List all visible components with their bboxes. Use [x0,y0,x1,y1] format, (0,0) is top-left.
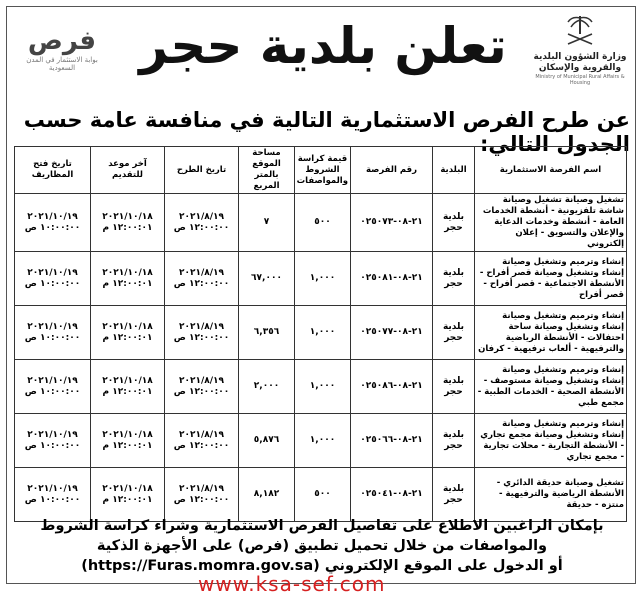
offering-date: ٢٠٢١/٨/١٩ ١٢:٠٠:٠٠ ص [165,194,239,252]
table-row [15,194,627,252]
footer-line-1: بإمكان الراغبين الاطلاع على تفاصيل الفرص الاستثمارية وشراء كراسة الشروط [40,518,604,534]
municipality: بلدية حجر [433,360,475,414]
offering-date: ٢٠٢١/٨/١٩ ١٢:٠٠:٠٠ ص [165,252,239,306]
header-cell: مساحة الموقع بالمتر المربع [239,147,295,194]
municipality: بلدية حجر [433,468,475,522]
furas-sub: بوابة الاستثمار في المدن السعودية [26,56,98,72]
opportunity-number: ٢١-٠٨-٠٢٥٠٤١ [351,468,433,522]
envelope-opening-date: ٢٠٢١/١٠/١٩ ١٠:٠٠:٠٠ ص [15,194,91,252]
ministry-name-en: Ministry of Municipal Rural Affairs & Housing [535,74,625,86]
palm-swords-emblem-icon [562,12,598,48]
site-area: ٨,١٨٢ [239,468,295,522]
offering-date: ٢٠٢١/٨/١٩ ١٢:٠٠:٠٠ ص [165,468,239,522]
table-row [15,468,627,522]
opportunities-table [14,146,627,522]
ministry-name: وزارة الشؤون البلدية والقروية والإسكان [533,52,627,73]
ministry-logo [530,12,630,96]
envelope-opening-date: ٢٠٢١/١٠/١٩ ١٠:٠٠:٠٠ ص [15,468,91,522]
municipality: بلدية حجر [433,306,475,360]
booklet-price: ١,٠٠٠ [295,360,351,414]
header-cell: البلدية [433,147,475,194]
opportunity-name: إنشاء وترميم وتشغيل وصيانة إنشاء وتشغيل وصيانة مجمع تجاري - الأنشطة التجارية - محلات تجارية - مجمع تجاري [475,414,627,468]
opportunity-number: ٢١-٠٨-٠٢٥٠٦٦ [351,414,433,468]
site-area: ٥,٨٧٦ [239,414,295,468]
submission-deadline: ٢٠٢١/١٠/١٨ ١٢:٠٠:٠١ م [91,252,165,306]
opportunity-number: ٢١-٠٨-٠٢٥٠٨٦ [351,360,433,414]
table-row [15,360,627,414]
submission-deadline: ٢٠٢١/١٠/١٨ ١٢:٠٠:٠١ م [91,360,165,414]
envelope-opening-date: ٢٠٢١/١٠/١٩ ١٠:٠٠:٠٠ ص [15,360,91,414]
submission-deadline: ٢٠٢١/١٠/١٨ ١٢:٠٠:٠١ م [91,414,165,468]
envelope-opening-date: ٢٠٢١/١٠/١٩ ١٠:٠٠:٠٠ ص [15,252,91,306]
opportunity-name: تشغيل وصيانة حديقة الدائري - الأنشطة الرياضية والترفيهية - منتزه - حديقة [475,468,627,522]
site-area: ٦٧,٠٠٠ [239,252,295,306]
header-cell: اسم الفرصة الاستثمارية [475,147,627,194]
booklet-price: ٥٠٠ [295,468,351,522]
opportunity-name: إنشاء وترميم وتشغيل وصيانة إنشاء وتشغيل وصيانة قصر أفراح - الأنشطة الاجتماعية - قصر أفراح - قصر أفراح [475,252,627,306]
municipality: بلدية حجر [433,252,475,306]
opportunity-number: ٢١-٠٨-٠٢٥٠٨١ [351,252,433,306]
footer-line-2: والمواصفات من خلال تحميل تطبيق (فرص) على الأجهزة الذكية [96,538,548,554]
site-area: ٢,٠٠٠ [239,360,295,414]
site-area: ٧ [239,194,295,252]
booklet-price: ١,٠٠٠ [295,414,351,468]
furas-brand: فرص [27,26,97,56]
table-row [15,252,627,306]
header-cell: تاريخ فتح المظاريف [15,147,91,194]
opportunity-number: ٢١-٠٨-٠٢٥٠٧٧ [351,306,433,360]
footer-line-3: أو الدخول على الموقع الإلكتروني (https://Furas.momra.gov.sa) [81,558,563,574]
furas-logo [14,12,110,92]
header-cell: رقم الفرصة [351,147,433,194]
municipality: بلدية حجر [433,414,475,468]
header-cell: آخر موعد للتقديم [91,147,165,194]
submission-deadline: ٢٠٢١/١٠/١٨ ١٢:٠٠:٠١ م [91,306,165,360]
site-area: ٦,٣٥٦ [239,306,295,360]
header-cell: قيمة كراسة الشروط والمواصفات [295,147,351,194]
opportunity-name: إنشاء وترميم وتشغيل وصيانة إنشاء وتشغيل وصيانة ساحة احتفالات - الأنشطة الرياضية والترفيهية - ألعاب ترفيهية - كرفان [475,306,627,360]
table-row [15,414,627,468]
municipality: بلدية حجر [433,194,475,252]
submission-deadline: ٢٠٢١/١٠/١٨ ١٢:٠٠:٠١ م [91,194,165,252]
opportunity-number: ٢١-٠٨-٠٢٥٠٧٣ [351,194,433,252]
offering-date: ٢٠٢١/٨/١٩ ١٢:٠٠:٠٠ ص [165,414,239,468]
booklet-price: ٥٠٠ [295,194,351,252]
booklet-price: ١,٠٠٠ [295,306,351,360]
envelope-opening-date: ٢٠٢١/١٠/١٩ ١٠:٠٠:٠٠ ص [15,414,91,468]
offering-date: ٢٠٢١/٨/١٩ ١٢:٠٠:٠٠ ص [165,360,239,414]
header-cell: تاريخ الطرح [165,147,239,194]
watermark: www.ksa-sef.com [198,572,386,596]
opportunity-name: إنشاء وترميم وتشغيل وصيانة إنشاء وتشغيل وصيانة مستوصف - الأنشطة الصحية - الخدمات الطبية - مجمع طبي [475,360,627,414]
offering-date: ٢٠٢١/٨/١٩ ١٢:٠٠:٠٠ ص [165,306,239,360]
header [8,8,636,100]
table-row [15,306,627,360]
page-title: تعلن بلدية حجر [139,17,507,75]
submission-deadline: ٢٠٢١/١٠/١٨ ١٢:٠٠:٠١ م [91,468,165,522]
footer [14,516,630,576]
booklet-price: ١,٠٠٠ [295,252,351,306]
envelope-opening-date: ٢٠٢١/١٠/١٩ ١٠:٠٠:٠٠ ص [15,306,91,360]
table-header-row [15,147,627,194]
opportunity-name: تشغيل وصيانة تشغيل وصيانة شاشة تلفزيونية - أنشطة الخدمات العامة - أنشطة وخدمات الدعاية والإعلان والتسويق - إعلان إلكتروني [475,194,627,252]
subtitle: عن طرح الفرص الاستثمارية التالية في منافسة عامة حسب الجدول التالي: [23,108,630,156]
